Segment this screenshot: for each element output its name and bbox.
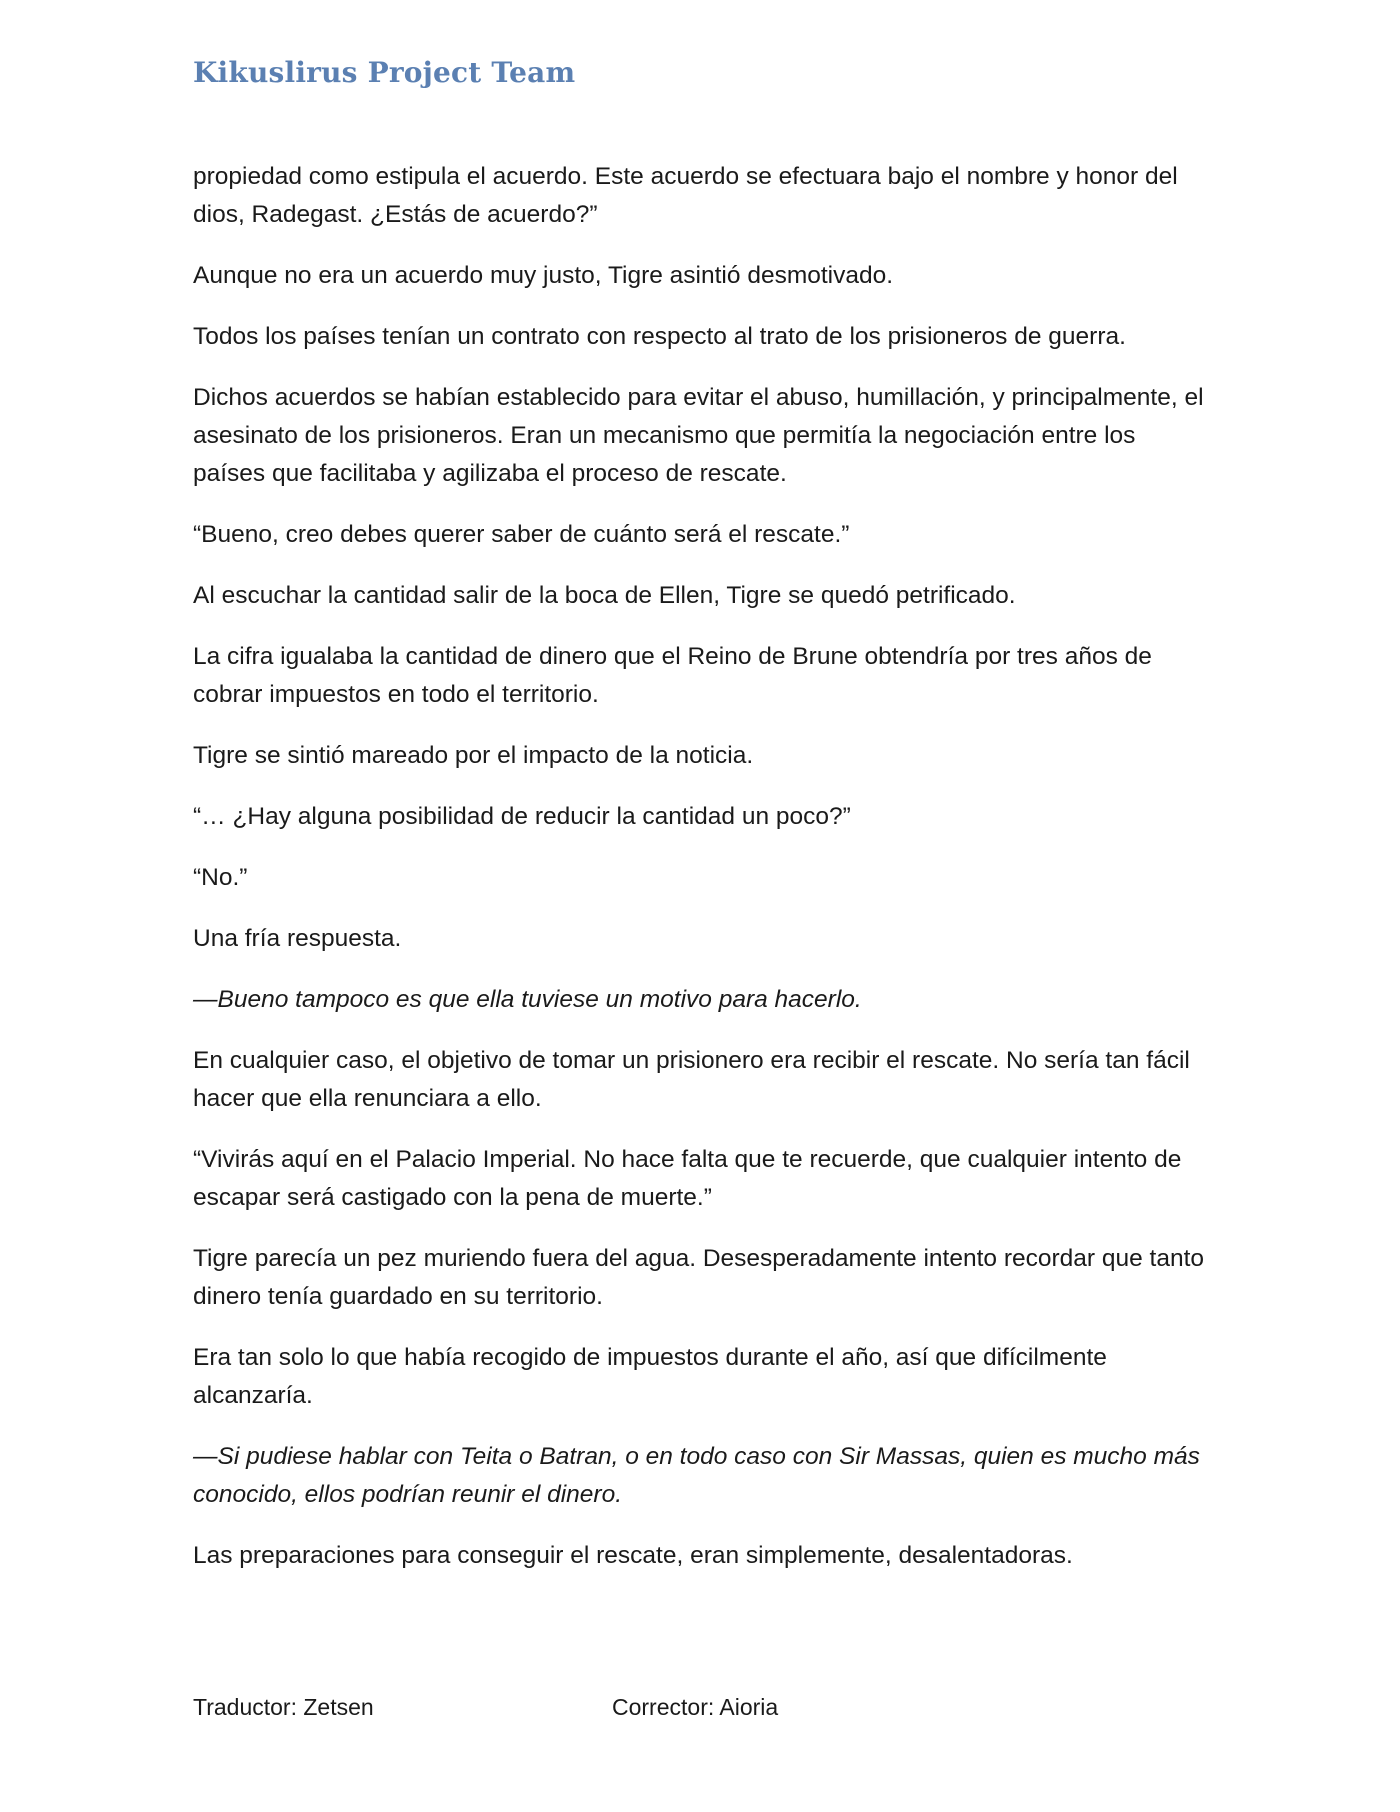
paragraph: “Bueno, creo debes querer saber de cuánto será el rescate.” <box>193 521 850 548</box>
paragraph: “Vivirás aquí en el Palacio Imperial. No hace falta que te recuerde, que cualquier intento de escapar será castigado con la pena de muerte.” <box>193 1146 1182 1211</box>
paragraph-italic: —Si pudiese hablar con Teita o Batran, o en todo caso con Sir Massas, quien es mucho más conocido, ellos podrían reunir el dinero. <box>193 1443 1200 1508</box>
paragraph: Era tan solo lo que había recogido de impuestos durante el año, así que difícilmente alcanzaría. <box>193 1344 1107 1409</box>
paragraph: Dichos acuerdos se habían establecido para evitar el abuso, humillación, y principalmente, el asesinato de los prisioneros. Eran un mecanismo que permitía la negociación entre los países que facilitaba y agilizaba el proceso de rescate. <box>193 384 1204 487</box>
paragraph: Al escuchar la cantidad salir de la boca de Ellen, Tigre se quedó petrificado. <box>193 582 1016 609</box>
paragraph: Todos los países tenían un contrato con respecto al trato de los prisioneros de guerra. <box>193 323 1126 350</box>
footer-corrector: Corrector: Aioria <box>612 1694 779 1720</box>
footer-translator: Traductor: Zetsen <box>193 1694 374 1720</box>
paragraph: En cualquier caso, el objetivo de tomar un prisionero era recibir el rescate. No sería tan fácil hacer que ella renunciara a ello. <box>193 1047 1190 1112</box>
header-title: Kikuslirus Project Team <box>193 56 576 89</box>
paragraph-italic: —Bueno tampoco es que ella tuviese un motivo para hacerlo. <box>193 986 862 1013</box>
paragraph: Una fría respuesta. <box>193 925 402 952</box>
paragraph: “No.” <box>193 864 248 891</box>
paragraph: propiedad como estipula el acuerdo. Este acuerdo se efectuara bajo el nombre y honor del dios, Radegast. ¿Estás de acuerdo?” <box>193 163 1178 228</box>
paragraph: Tigre se sintió mareado por el impacto de la noticia. <box>193 742 754 769</box>
paragraph: Aunque no era un acuerdo muy justo, Tigre asintió desmotivado. <box>193 262 894 289</box>
paragraph: La cifra igualaba la cantidad de dinero que el Reino de Brune obtendría por tres años de cobrar impuestos en todo el territorio. <box>193 643 1152 708</box>
paragraph: Las preparaciones para conseguir el rescate, eran simplemente, desalentadoras. <box>193 1542 1073 1569</box>
paragraph: “… ¿Hay alguna posibilidad de reducir la cantidad un poco?” <box>193 803 851 830</box>
paragraph: Tigre parecía un pez muriendo fuera del agua. Desesperadamente intento recordar que tanto dinero tenía guardado en su territorio. <box>193 1245 1205 1310</box>
document-body <box>193 158 1205 1598</box>
